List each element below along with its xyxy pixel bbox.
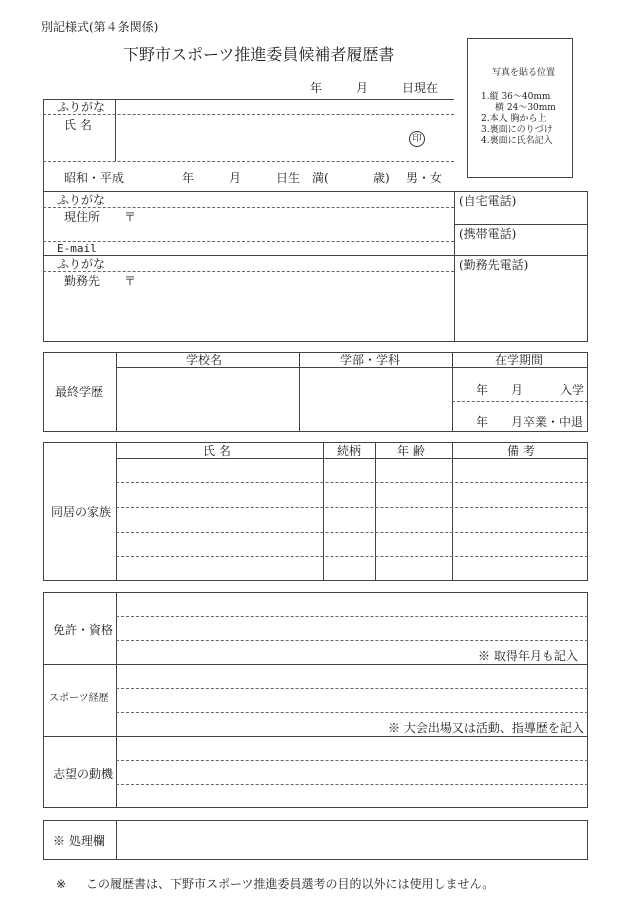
birth-day-label: 日生 — [276, 171, 301, 185]
family-label-divider — [116, 442, 117, 581]
work-label: 勤務先 — [64, 274, 101, 288]
date-month-label: 月 — [356, 81, 369, 95]
col-relation: 続柄 — [337, 444, 362, 458]
name-label: 氏 名 — [64, 118, 92, 132]
work-phone-label: (勤務先電話) — [459, 258, 529, 272]
family-entry-area[interactable] — [118, 459, 587, 580]
motivation-field[interactable] — [118, 737, 587, 807]
sports-field[interactable] — [118, 665, 587, 711]
sex-label: 男・女 — [406, 171, 443, 185]
grad-label: 月卒業・中退 — [511, 415, 584, 429]
photo-note-1: 1.縦 36～40mm — [481, 92, 551, 102]
address-label: 現住所 — [64, 210, 101, 224]
form-title: 下野市スポーツ推進委員候補者履歴書 — [123, 45, 395, 64]
col-notes: 備 考 — [507, 444, 535, 458]
date-year-label: 年 — [310, 81, 323, 95]
family-label: 同居の家族 — [51, 505, 112, 519]
motivation-label: 志望の動機 — [53, 767, 114, 781]
sports-line-2 — [116, 712, 588, 713]
education-period-line — [452, 401, 588, 402]
address-top-line — [43, 191, 588, 192]
qualifications-note: ※ 取得年月も記入 — [478, 649, 578, 663]
phone-divider — [454, 191, 455, 342]
mobile-phone-label: (携帯電話) — [459, 227, 517, 241]
era-label: 昭和・平成 — [64, 171, 125, 185]
enroll-month: 月 — [511, 383, 524, 397]
qualifications-field[interactable] — [118, 593, 587, 639]
sports-note: ※ 大会出場又は活動、指導歴を記入 — [388, 721, 584, 735]
seal-mark: 印 — [409, 131, 425, 147]
photo-note-3: 3.裏面にのりづけ — [481, 125, 553, 135]
footer-note: この履歴書は、下野市スポーツ推進委員選考の目的以外には使用しません。 — [86, 877, 495, 891]
work-postal-mark: 〒 — [124, 274, 137, 288]
enroll-label: 入学 — [560, 383, 585, 397]
work-furigana-label: ふりがな — [57, 257, 106, 271]
postal-mark: 〒 — [124, 210, 137, 224]
photo-note-4: 4.裏面に氏名記入 — [481, 136, 553, 146]
col-dept: 学部・学科 — [340, 353, 401, 367]
personal-bottom-line — [43, 341, 588, 342]
name-field[interactable] — [117, 115, 453, 160]
processing-divider — [116, 820, 117, 860]
photo-note-2: 2.本人 胸から上 — [481, 114, 547, 124]
personal-left-border — [43, 99, 44, 342]
home-phone-line — [454, 224, 587, 225]
col-family-name: 氏 名 — [203, 444, 231, 458]
sports-label: スポーツ経歴 — [49, 693, 109, 704]
name-label-divider — [115, 99, 116, 161]
photo-note-1b: 横 24～30mm — [495, 103, 556, 113]
age-suffix: 歳) — [373, 171, 390, 185]
qualifications-label: 免許・資格 — [53, 623, 114, 637]
school-field[interactable] — [118, 368, 298, 431]
processing-label: ※ 処理欄 — [53, 834, 105, 848]
birth-year-label: 年 — [182, 171, 195, 185]
email-field[interactable] — [117, 242, 453, 254]
name-furigana-label: ふりがな — [57, 100, 106, 114]
grad-year: 年 — [476, 415, 489, 429]
col-school: 学校名 — [186, 353, 223, 367]
dept-field[interactable] — [301, 368, 451, 431]
name-bottom-line — [43, 161, 454, 162]
address-field[interactable] — [140, 208, 452, 240]
birth-month-label: 月 — [229, 171, 242, 185]
personal-right-border — [587, 191, 588, 342]
form-reference: 別記様式(第４条関係) — [41, 20, 159, 34]
photo-title: 写真を貼る位置 — [492, 68, 556, 78]
home-phone-label: (自宅電話) — [459, 194, 517, 208]
footer-asterisk: ※ — [56, 877, 67, 891]
date-day-label: 日現在 — [402, 81, 439, 95]
col-age: 年 齢 — [397, 444, 425, 458]
work-address-field[interactable] — [140, 272, 452, 340]
enroll-year: 年 — [476, 383, 489, 397]
qual-line-2 — [116, 640, 588, 641]
address-furigana-label: ふりがな — [57, 193, 106, 207]
processing-field[interactable] — [118, 821, 587, 859]
education-col-divider-1 — [299, 352, 300, 432]
education-label: 最終学歴 — [55, 385, 104, 399]
age-prefix: 満( — [312, 171, 329, 185]
photo-box[interactable] — [467, 38, 573, 178]
education-label-divider — [116, 352, 117, 432]
experience-label-divider — [116, 592, 117, 808]
email-bottom-line — [43, 255, 588, 256]
education-col-divider-2 — [452, 352, 453, 432]
col-period: 在学期間 — [495, 353, 544, 367]
email-label: E-mail — [57, 242, 97, 255]
